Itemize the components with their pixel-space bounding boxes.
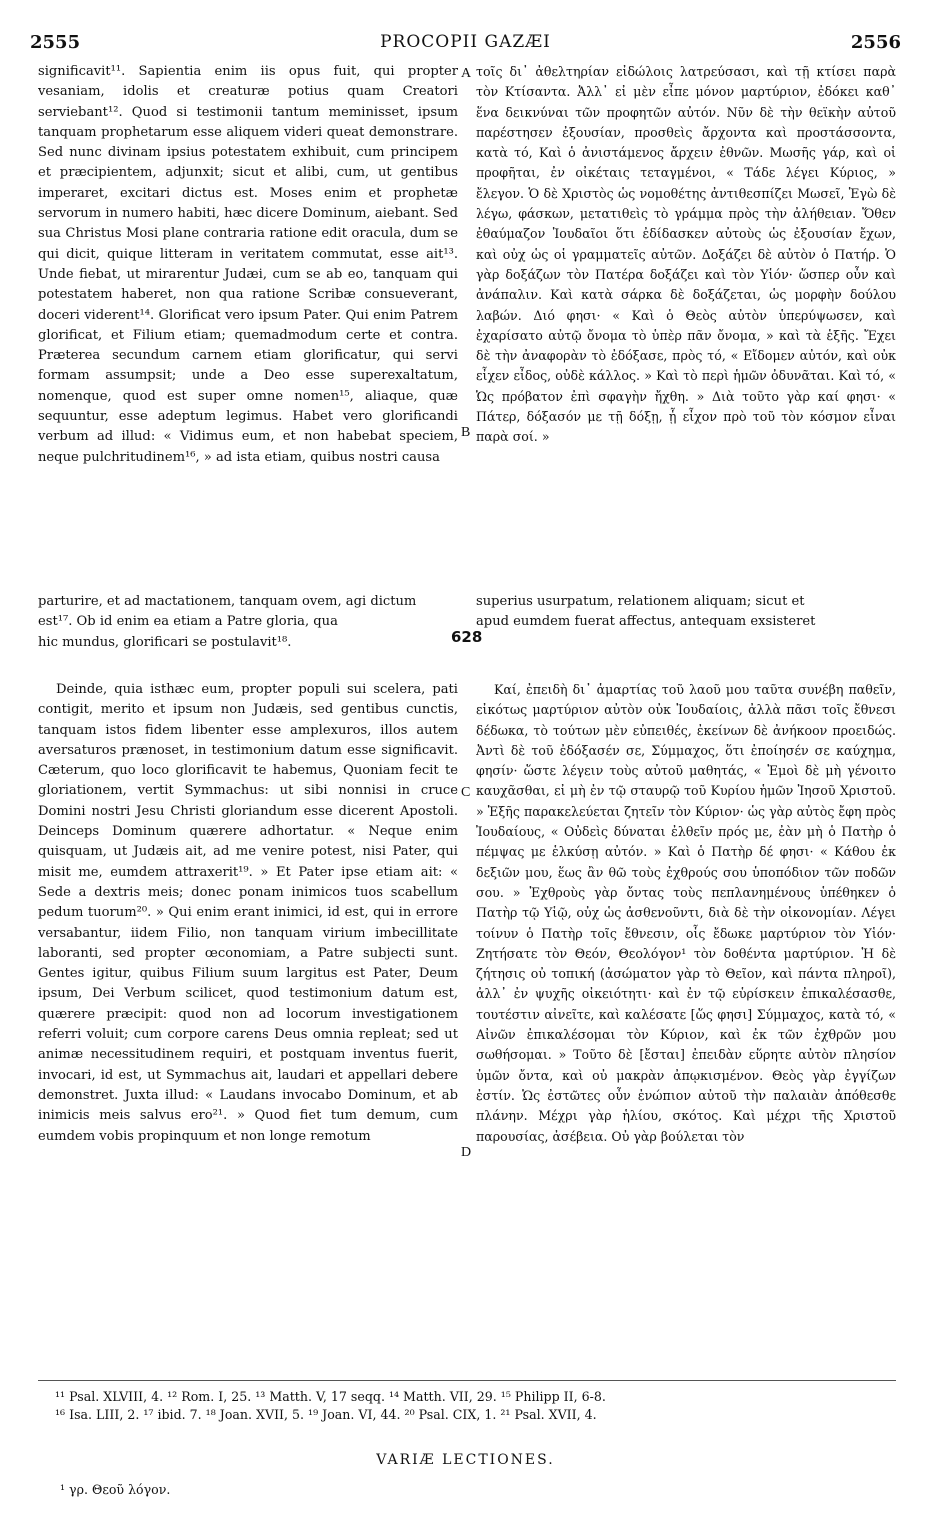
margin-letter-b: B — [461, 425, 471, 440]
greek-text-top: τοῖς δι᾽ ἀθελτηρίαν εἰδώλοις λατρεύσασι, καὶ τῇ κτίσει παρὰ τὸν Κτίσαντα. Ἀλλ᾽ εἰ μὲν εἶπε μόνον μαρτύριον, ἐδόκει καθ᾽ ἕνα δεικνύναι τῶν προφητῶν αὐτόν. Νῦν δὲ τὴν θεϊκὴν αὐτοῦ παρέστησεν ἐξουσίαν, προσθεὶς ἄρχοντα καὶ προστάσσοντα, κατὰ τό, Καὶ ὁ ἀνιστάμενος ἄρχειν ἐθνῶν. Μωσῆς γάρ, καὶ οἱ προφῆται, ἐν οἰκέταις τεταγμένοι, « Τάδε λέγει Κύριος, » ἔλεγον. Ὁ δὲ Χριστὸς ὡς νομοθέτης ἀντιθεσπίζει Μωσεῖ, Ἐγὼ δὲ λέγω, φάσκων, μετατιθεὶς τὸ γράμμα πρὸς τὴν ἀλήθειαν. Ὅθεν ἐθαύμαζον Ἰουδαῖοι ὅτι ἐδίδασκεν αὐτοὺς ὡς ἐξουσίαν ἔχων, καὶ οὐχ ὡς οἱ γραμματεῖς αὐτῶν. Δοξάζει δὲ αὐτὸν ὁ Πατήρ. Ὁ γὰρ δοξάζων τὸν Πατέρα δοξάζει καὶ τὸν Υἱόν· ὥσπερ οὖν καὶ ἀνάπαλιν. Καὶ κατὰ σάρκα δὲ δοξάζεται, ὡς μορφὴν δούλου λαβών. Διό φησι· « Καὶ ὁ Θεὸς αὐτὸν ὑπερύψωσεν, καὶ ἐχαρίσατο αὐτῷ ὄνομα τὸ ὑπὲρ πᾶν ὄνομα, » καὶ τὰ ἑξῆς. Ἔχει δὲ τὴν ἀναφορὰν τὸ ἐδόξασε, πρὸς τό, « Εἴδομεν αὐτόν, καὶ οὐκ εἶχεν εἶδος, οὐδὲ κάλλος. » Καὶ τὸ περὶ ἡμῶν ὀδυνᾶται. Καὶ τό, « Ὡς πρόβατον ἐπὶ σφαγὴν ἤχθη. » Διὰ τοῦτο γὰρ καί φησι· « Πάτερ, δόξασόν με τῇ δόξῃ, ᾗ εἶχον πρὸ τοῦ τὸν κόσμον εἶναι παρὰ σοί. » — [476, 64, 896, 445]
greek-text-bottom: Καί, ἐπειδὴ δι᾽ ἁμαρτίας τοῦ λαοῦ μου ταῦτα συνέβη παθεῖν, εἰκότως μαρτύριον αὐτὸν οὐκ Ἰουδαίοις, ἀλλὰ πᾶσι τοῖς ἔθνεσι δέδωκα, τὸ τούτων μὲν εὐπειθές, ἐκείνων δὲ ἀνήκοον προειδώς. Ἀντὶ δὲ τοῦ ἐδόξασέν σε, Σύμμαχος, ὅτι ἐποίησέν σε καύχημα, φησίν· ὥστε λέγειν τοὺς αὐτοῦ μαθητάς, « Ἐμοὶ δὲ μὴ γένοιτο καυχᾶσθαι, εἰ μὴ ἐν τῷ σταυρῷ τοῦ Κυρίου ἡμῶν Ἰησοῦ Χριστοῦ. » Ἑξῆς παρακελεύεται ζητεῖν τὸν Κύριον· ὡς γὰρ αὐτὸς ἔφη πρὸς Ἰουδαίους, « Οὐδεὶς δύναται ἐλθεῖν πρός με, ἐὰν μὴ ὁ Πατὴρ ὁ πέμψας με ἑλκύσῃ αὐτόν. » Καὶ ὁ Πατὴρ δέ φησι· « Κάθου ἐκ δεξιῶν μου, ἕως ἂν θῶ τοὺς ἐχθρούς σου ὑποπόδιον τῶν ποδῶν σου. » Ἐχθροὺς γὰρ ὄντας τοὺς πεπλανημένους ὑπέθηκεν ὁ Πατὴρ τῷ Υἱῷ, οὐχ ὡς ἀσθενοῦντι, διὰ δὲ τὴν οἰκονομίαν. Λέγει τοίνυν ὁ Πατὴρ τοῖς ἔθνεσιν, οἷς ἔδωκε μαρτύριον τὸν Υἱόν· Ζητήσατε τὸν Θεόν, Θεολόγον¹ τὸν δοθέντα μαρτύριον. Ἡ δὲ ζήτησις οὐ τοπική (ἀσώματον γὰρ τὸ Θεῖον, καὶ πάντα πληροῖ), ἀλλ᾽ ἐν ψυχῆς οἰκειότητι· καὶ ἐν τῷ εὑρίσκειν ἐπικαλέσασθε, τουτέστιν αἰνεῖτε, καὶ καλέσατε [ὥς φησι] Σύμμαχος, κατὰ τό, « Αἰνῶν ἐπικαλέσομαι τὸν Κύριον, καὶ ἐκ τῶν ἐχθρῶν μου σωθήσομαι. » Τοῦτο δὲ [ἔσται] ἐπειδὰν εὕρητε αὐτὸν πλησίον ὑμῶν ὄντα, καὶ οὐ μακρὰν ἀπῳκισμένον. Θεὸς γὰρ ἐγγίζων ἐστίν. Ὡς ἐστῶτες οὖν ἐνώπιον αὐτοῦ τὴν παλαιὰν ἀπόθεσθε πλάνην. Μέχρι γὰρ ἡλίου, σκότος. Καὶ μέχρι τῆς Χριστοῦ παρουσίας, ἀσέβεια. Οὐ γὰρ βούλεται τὸν — [476, 682, 896, 1144]
migne-column-marker: 628 — [451, 628, 483, 646]
greek-column-top — [476, 62, 896, 582]
greek-column-bottom — [476, 680, 896, 1370]
footnote-line: ¹¹ Psal. XLVIII, 4. ¹² Rom. I, 25. ¹³ Matth. V, 17 seqq. ¹⁴ Matth. VII, 29. ¹⁵ Philipp II, 6-8. — [55, 1389, 606, 1404]
margin-letter-a: A — [461, 66, 472, 81]
margin-letter-d: D — [461, 1145, 472, 1160]
latin-text-top: significavit¹¹. Sapientia enim iis opus fuit, qui propter vesaniam, idolis et creaturæ potius quam Creatori serviebant¹². Quod si testimonii tantum meminisset, ipsum tanquam prophetarum esse aliquem videri queat demonstrare. Sed nunc divinam ipsius potestatem exhibuit, cum principem et præcipientem, adjunxit; sicut et alibi, cum, ut gentibus imperaret, excitari dictus est. Moses enim et prophetæ servorum in numero habiti, hæc dicere Dominum, aiebant. Sed sua Christus Mosi plane contraria ratione edit oracula, dum se qui dicit, quique litteram in veritatem commutat, esse ait¹³. Unde fiebat, ut mirarentur Judæi, cum se ab eo, tanquam qui potestatem haberet, non qua ratione Scribæ consueverant, doceri viderent¹⁴. Glorificat vero ipsum Pater. Qui enim Patrem glorificat, et Filium etiam; quemadmodum certe et contra. Præterea secundum carnem etiam glorificatur, qui servi formam assumpsit; unde a Deo esse superexaltatum, nomenque, quod est super omne nomen¹⁵, aliaque, quæ sequuntur, esse adeptum legimus. Habet vero glorificandi verbum ad illud: « Vidimus eum, et non habebat speciem, neque pulchritudinem¹⁶, » ad ista etiam, quibus nostri causa — [38, 64, 458, 465]
footnote-line: ¹⁶ Isa. LIII, 2. ¹⁷ ibid. 7. ¹⁸ Joan. XVII, 5. ¹⁹ Joan. VI, 44. ²⁰ Psal. CIX, 1. ²¹ Psal. XVII, 4. — [55, 1407, 597, 1422]
variae-lectiones-heading: VARIÆ LECTIONES. — [376, 1452, 555, 1468]
span-row-left: parturire, et ad mactationem, tanquam ovem, agi dictum — [38, 594, 417, 609]
latin-text-bottom: Deinde, quia isthæc eum, propter populi sui scelera, pati contigit, merito et ipsum non Judæis, sed gentibus cunctis, tanquam istos fidem libenter esse amplexuros, illos autem aversaturos prænoset, in testimonium datum esse significavit. Cæterum, quo loco glorificavit te habemus, Quoniam fecit te gloriationem, vertit Symmachus: ut sibi nonnisi in cruce Domini nostri Jesu Christi gloriandum esse dicerent Apostoli. Deinceps Dominum quærere adhortatur. « Neque enim quisquam, ut Judæis ait, ad me venire potest, nisi Pater, qui misit me, eumdem attraxerit¹⁹. » Et Pater ipse etiam ait: « Sede a dextris meis; donec ponam inimicos tuos scabellum pedum tuorum²⁰. » Qui enim erant inimici, id est, qui in errore versabantur, iidem Filio, non tanquam virium imbecillitate laboranti, sed propter œconomiam, a Patre subjecti sunt. Gentes igitur, quibus Filium suum largitus est Pater, Deum ipsum, Dei Verbum scilicet, quod testimonium datum est, quærere præcipit: quod non ad locorum investigationem referri voluit; cum corpore carens Deus omnia repleat; sed ut animæ necessitudinem requiri, et postquam inventus fuerit, invocari, id est, ut Symmachus ait, laudari et appellari debere demonstret. Juxta illud: « Laudans invocabo Dominum, et ab inimicis meis salvus ero²¹. » Quod fiet tum demum, cum eumdem vobis propinquum et non longe remotum — [38, 682, 458, 1144]
margin-letter-c: C — [461, 785, 471, 800]
footnote-divider — [38, 1380, 896, 1381]
span-row-right: apud eumdem fuerat affectus, antequam exsisteret — [476, 614, 816, 630]
column-number-right: 2556 — [850, 32, 901, 53]
running-title: PROCOPII GAZÆI — [380, 32, 551, 52]
span-row-right: superius usurpatum, relationem aliquam; sicut et — [476, 594, 805, 609]
span-row-left: est¹⁷. Ob id enim ea etiam a Patre gloria, qua — [38, 614, 338, 630]
latin-column-bottom — [38, 680, 458, 1370]
column-number-left: 2555 — [30, 32, 81, 53]
span-row-left: hic mundus, glorificari se postulavit¹⁸. — [38, 634, 292, 650]
span-row — [38, 592, 896, 612]
variant-reading-note: ¹ γρ. Θεοῦ λόγον. — [60, 1482, 171, 1497]
footnotes — [55, 1388, 895, 1424]
latin-column-top — [38, 62, 458, 642]
